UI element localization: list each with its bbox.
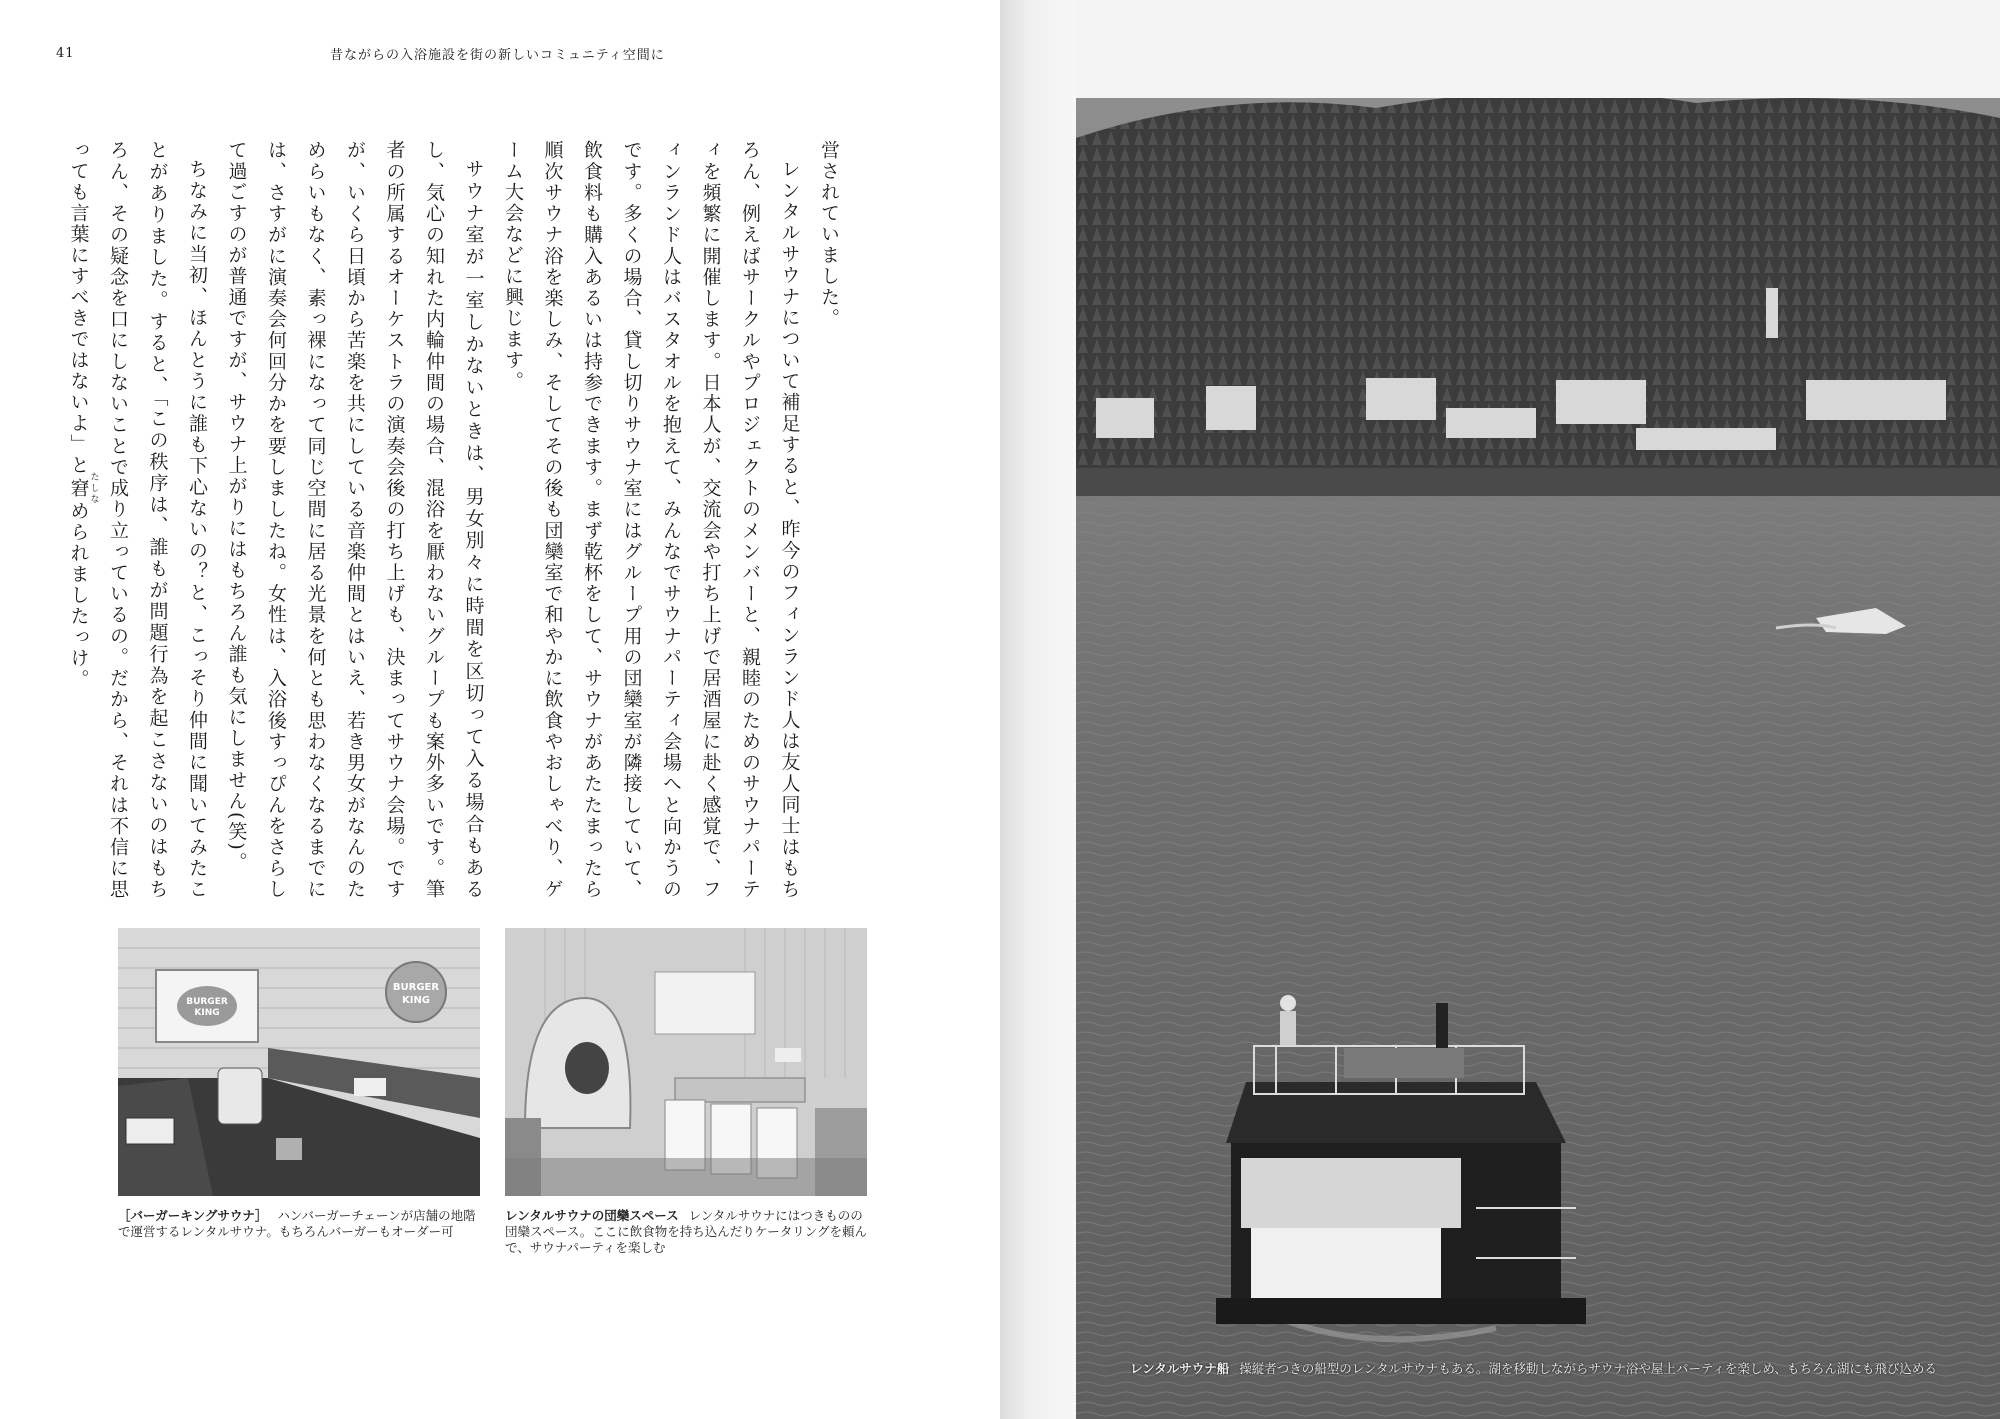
body-text bbox=[67, 140, 848, 900]
photo-caption bbox=[505, 1208, 869, 1256]
sauna-boat-illustration bbox=[1076, 98, 2000, 1419]
caption-title: レンタルサウナ船 bbox=[1130, 1361, 1230, 1376]
sauna-boat-photo bbox=[1076, 98, 2000, 1419]
svg-text:BURGER: BURGER bbox=[186, 997, 228, 1007]
sauna-lounge-photo bbox=[505, 928, 867, 1196]
burger-king-sauna-illustration bbox=[118, 928, 480, 1196]
photo-caption bbox=[118, 1208, 482, 1240]
page-number: 41 bbox=[56, 46, 75, 61]
page-gutter bbox=[1000, 0, 1076, 1419]
caption-title: ［バーガーキングサウナ］ bbox=[118, 1208, 268, 1223]
caption-text: 操縦者つきの船型のレンタルサウナもある。湖を移動しながらサウナ浴や屋上パーティを楽しめ、もちろん湖にも飛び込める bbox=[1239, 1361, 1937, 1376]
svg-text:BURGER: BURGER bbox=[392, 982, 440, 993]
caption-title: レンタルサウナの団欒スペース bbox=[505, 1208, 679, 1223]
body-paragraph: サウナ室が一室しかないときは、男女別々に時間を区切って入る場合もあるし、気心の知れた内輪仲間の場合、混浴を厭わないグループも案外多いです。筆者の所属するオーケストラの演奏会後の打ち上げも、決まってサウナ会場。ですが、いくら日頃から苦楽を共にしている音楽仲間とはいえ、若き男女がなんのためらいもなく、素っ裸になって同じ空間に居る光景を何とも思わなくなるまでには、さすがに演奏会何回分かを要しましたね。女性は、入浴後すっぴんをさらして過ごすのが普通ですが、サウナ上がりにはもちろん誰も気にしません(笑)。 bbox=[225, 140, 485, 900]
body-paragraph: 営されていました。 bbox=[818, 140, 840, 329]
svg-text:KING: KING bbox=[194, 1008, 220, 1018]
body-paragraph: ちなみに当初、ほんとうに誰も下心ないの？と、こっそり仲間に聞いてみたことがありました。すると、「この秩序は、誰もが問題行為を起こさないのはもちろん、その疑念を口にしないことで成り立っているの。だから、それは不信に思っても言葉にすべきではないよ」と窘 たしなめられましたっけ。 bbox=[67, 140, 208, 900]
sauna-boat-caption bbox=[1130, 1359, 1937, 1377]
svg-text:KING: KING bbox=[401, 995, 431, 1006]
running-head: 昔ながらの入浴施設を街の新しいコミュニティ空間に bbox=[330, 48, 665, 63]
ruby-annotation: 窘 たしな bbox=[67, 472, 99, 505]
sauna-lounge-illustration bbox=[505, 928, 867, 1196]
caption-text: ハンバーガーチェーンが店舗の地階で運営するレンタルサウナ。もちろんバーガーもオーダー可 bbox=[118, 1208, 476, 1239]
caption-text: レンタルサウナにはつきものの団欒スペース。ここに飲食物を持ち込んだりケータリングを頼んで、サウナパーティを楽しむ bbox=[505, 1208, 868, 1255]
body-paragraph: レンタルサウナについて補足すると、昨今のフィンランド人は友人同士はもちろん、例えばサークルやプロジェクトのメンバーと、親睦のためのサウナパーティを頻繁に開催します。日本人が、交流会や打ち上げで居酒屋に赴く感覚で、フィンランド人はバスタオルを抱えて、みんなでサウナパーティ会場へと向かうのです。多くの場合、貸し切りサウナ室にはグループ用の団欒室が隣接していて、飲食料も購入あるいは持参できます。まず乾杯をして、サウナがあたたまったら順次サウナ浴を楽しみ、そしてその後も団欒室で和やかに飲食やおしゃべり、ゲーム大会などに興じます。 bbox=[502, 140, 801, 900]
burger-king-sauna-photo bbox=[118, 928, 480, 1196]
